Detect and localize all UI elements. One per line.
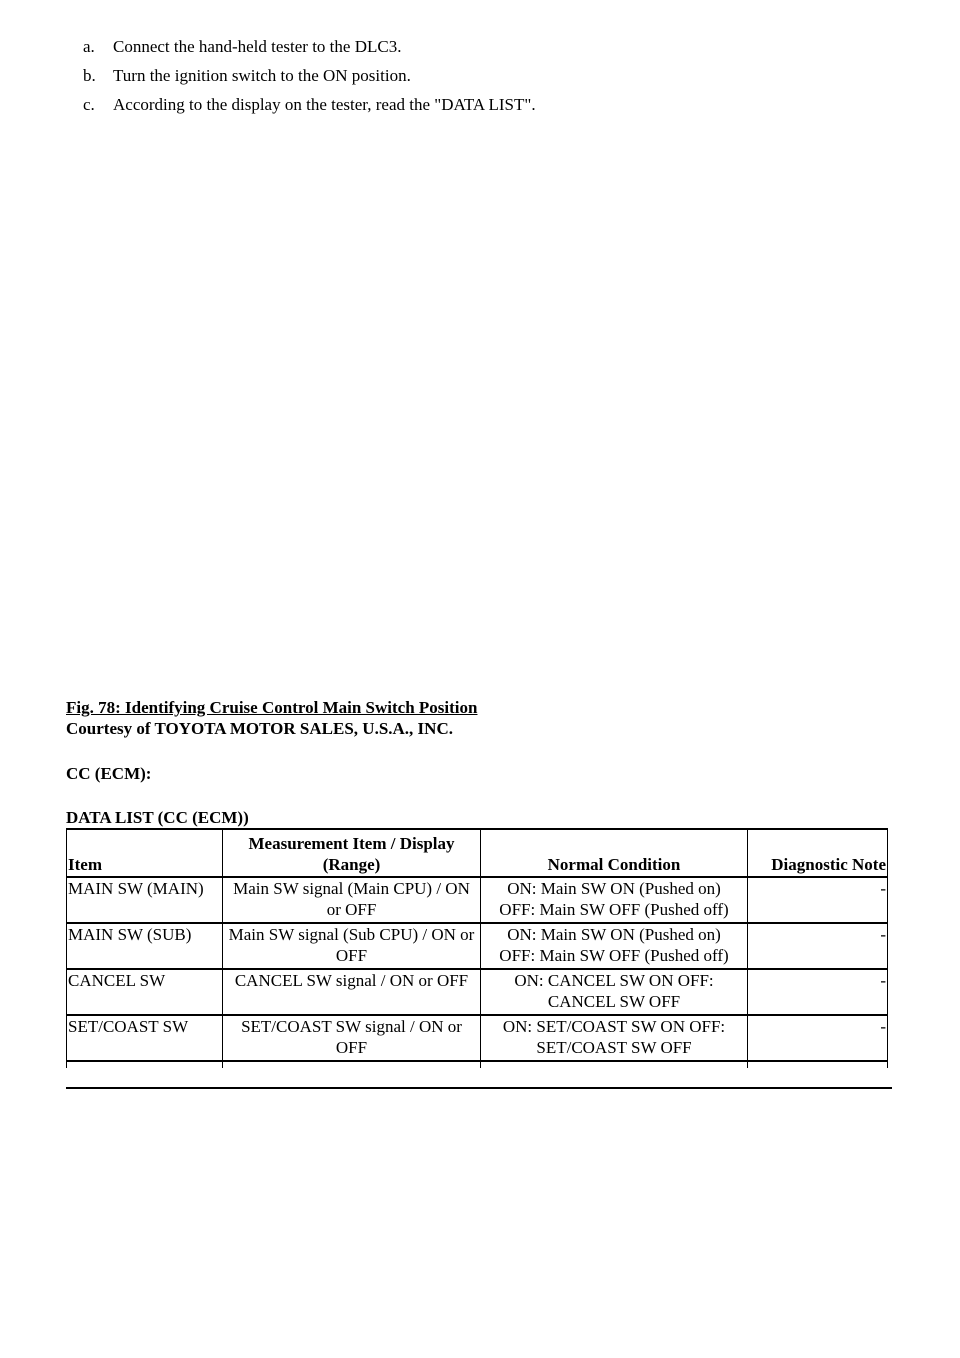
page-bottom-rule xyxy=(66,1087,892,1089)
figure-credit: Courtesy of TOYOTA MOTOR SALES, U.S.A., INC. xyxy=(66,719,453,738)
normal-on: ON: CANCEL SW ON OFF: xyxy=(514,971,714,990)
procedure-steps xyxy=(83,36,536,123)
cell-diagnostic-note: - xyxy=(748,1015,888,1061)
cell-normal-condition xyxy=(481,877,748,923)
normal-on: ON: Main SW ON (Pushed on) xyxy=(507,925,721,944)
cell-diagnostic-note: - xyxy=(748,877,888,923)
cell-measurement: Main SW signal (Main CPU) / ON or OFF xyxy=(223,877,481,923)
normal-on: ON: SET/COAST SW ON OFF: xyxy=(502,1017,726,1036)
step-b xyxy=(83,65,536,94)
table-header-row xyxy=(67,829,888,877)
cell-normal-condition xyxy=(481,923,748,969)
step-letter: c. xyxy=(83,95,95,114)
cell-item: CANCEL SW xyxy=(67,969,223,1015)
empty-cell xyxy=(223,1061,481,1068)
cell-normal-condition xyxy=(481,1015,748,1061)
header-diagnostic-note: Diagnostic Note xyxy=(748,829,888,877)
cell-item: SET/COAST SW xyxy=(67,1015,223,1061)
section-heading: CC (ECM): xyxy=(66,764,152,783)
step-text: Connect the hand-held tester to the DLC3. xyxy=(113,37,402,56)
cell-item: MAIN SW (SUB) xyxy=(67,923,223,969)
cell-item: MAIN SW (MAIN) xyxy=(67,877,223,923)
header-normal-condition: Normal Condition xyxy=(481,829,748,877)
cell-measurement: SET/COAST SW signal / ON or OFF xyxy=(223,1015,481,1061)
normal-off: CANCEL SW OFF xyxy=(547,992,681,1011)
cell-normal-condition xyxy=(481,969,748,1015)
cell-measurement: CANCEL SW signal / ON or OFF xyxy=(223,969,481,1015)
empty-cell xyxy=(67,1061,223,1068)
step-letter: b. xyxy=(83,66,96,85)
cell-diagnostic-note: - xyxy=(748,923,888,969)
step-letter: a. xyxy=(83,37,95,56)
normal-off: SET/COAST SW OFF xyxy=(536,1038,692,1057)
data-list-table xyxy=(66,828,888,1068)
figure-caption-link[interactable]: Fig. 78: Identifying Cruise Control Main Switch Position xyxy=(66,698,478,717)
step-a xyxy=(83,36,536,65)
normal-off: OFF: Main SW OFF (Pushed off) xyxy=(499,946,729,965)
normal-off: OFF: Main SW OFF (Pushed off) xyxy=(499,900,729,919)
step-c xyxy=(83,94,536,123)
cell-diagnostic-note: - xyxy=(748,969,888,1015)
header-measurement: Measurement Item / Display (Range) xyxy=(223,829,481,877)
cell-measurement: Main SW signal (Sub CPU) / ON or OFF xyxy=(223,923,481,969)
header-item: Item xyxy=(67,829,223,877)
table-row xyxy=(67,877,888,923)
table-row xyxy=(67,1015,888,1061)
empty-cell xyxy=(481,1061,748,1068)
table-row-continued xyxy=(67,1061,888,1068)
table-title: DATA LIST (CC (ECM)) xyxy=(66,808,249,827)
step-text: According to the display on the tester, read the "DATA LIST". xyxy=(113,95,536,114)
empty-cell xyxy=(748,1061,888,1068)
step-text: Turn the ignition switch to the ON position. xyxy=(113,66,411,85)
normal-on: ON: Main SW ON (Pushed on) xyxy=(507,879,721,898)
table-row xyxy=(67,923,888,969)
table-row xyxy=(67,969,888,1015)
